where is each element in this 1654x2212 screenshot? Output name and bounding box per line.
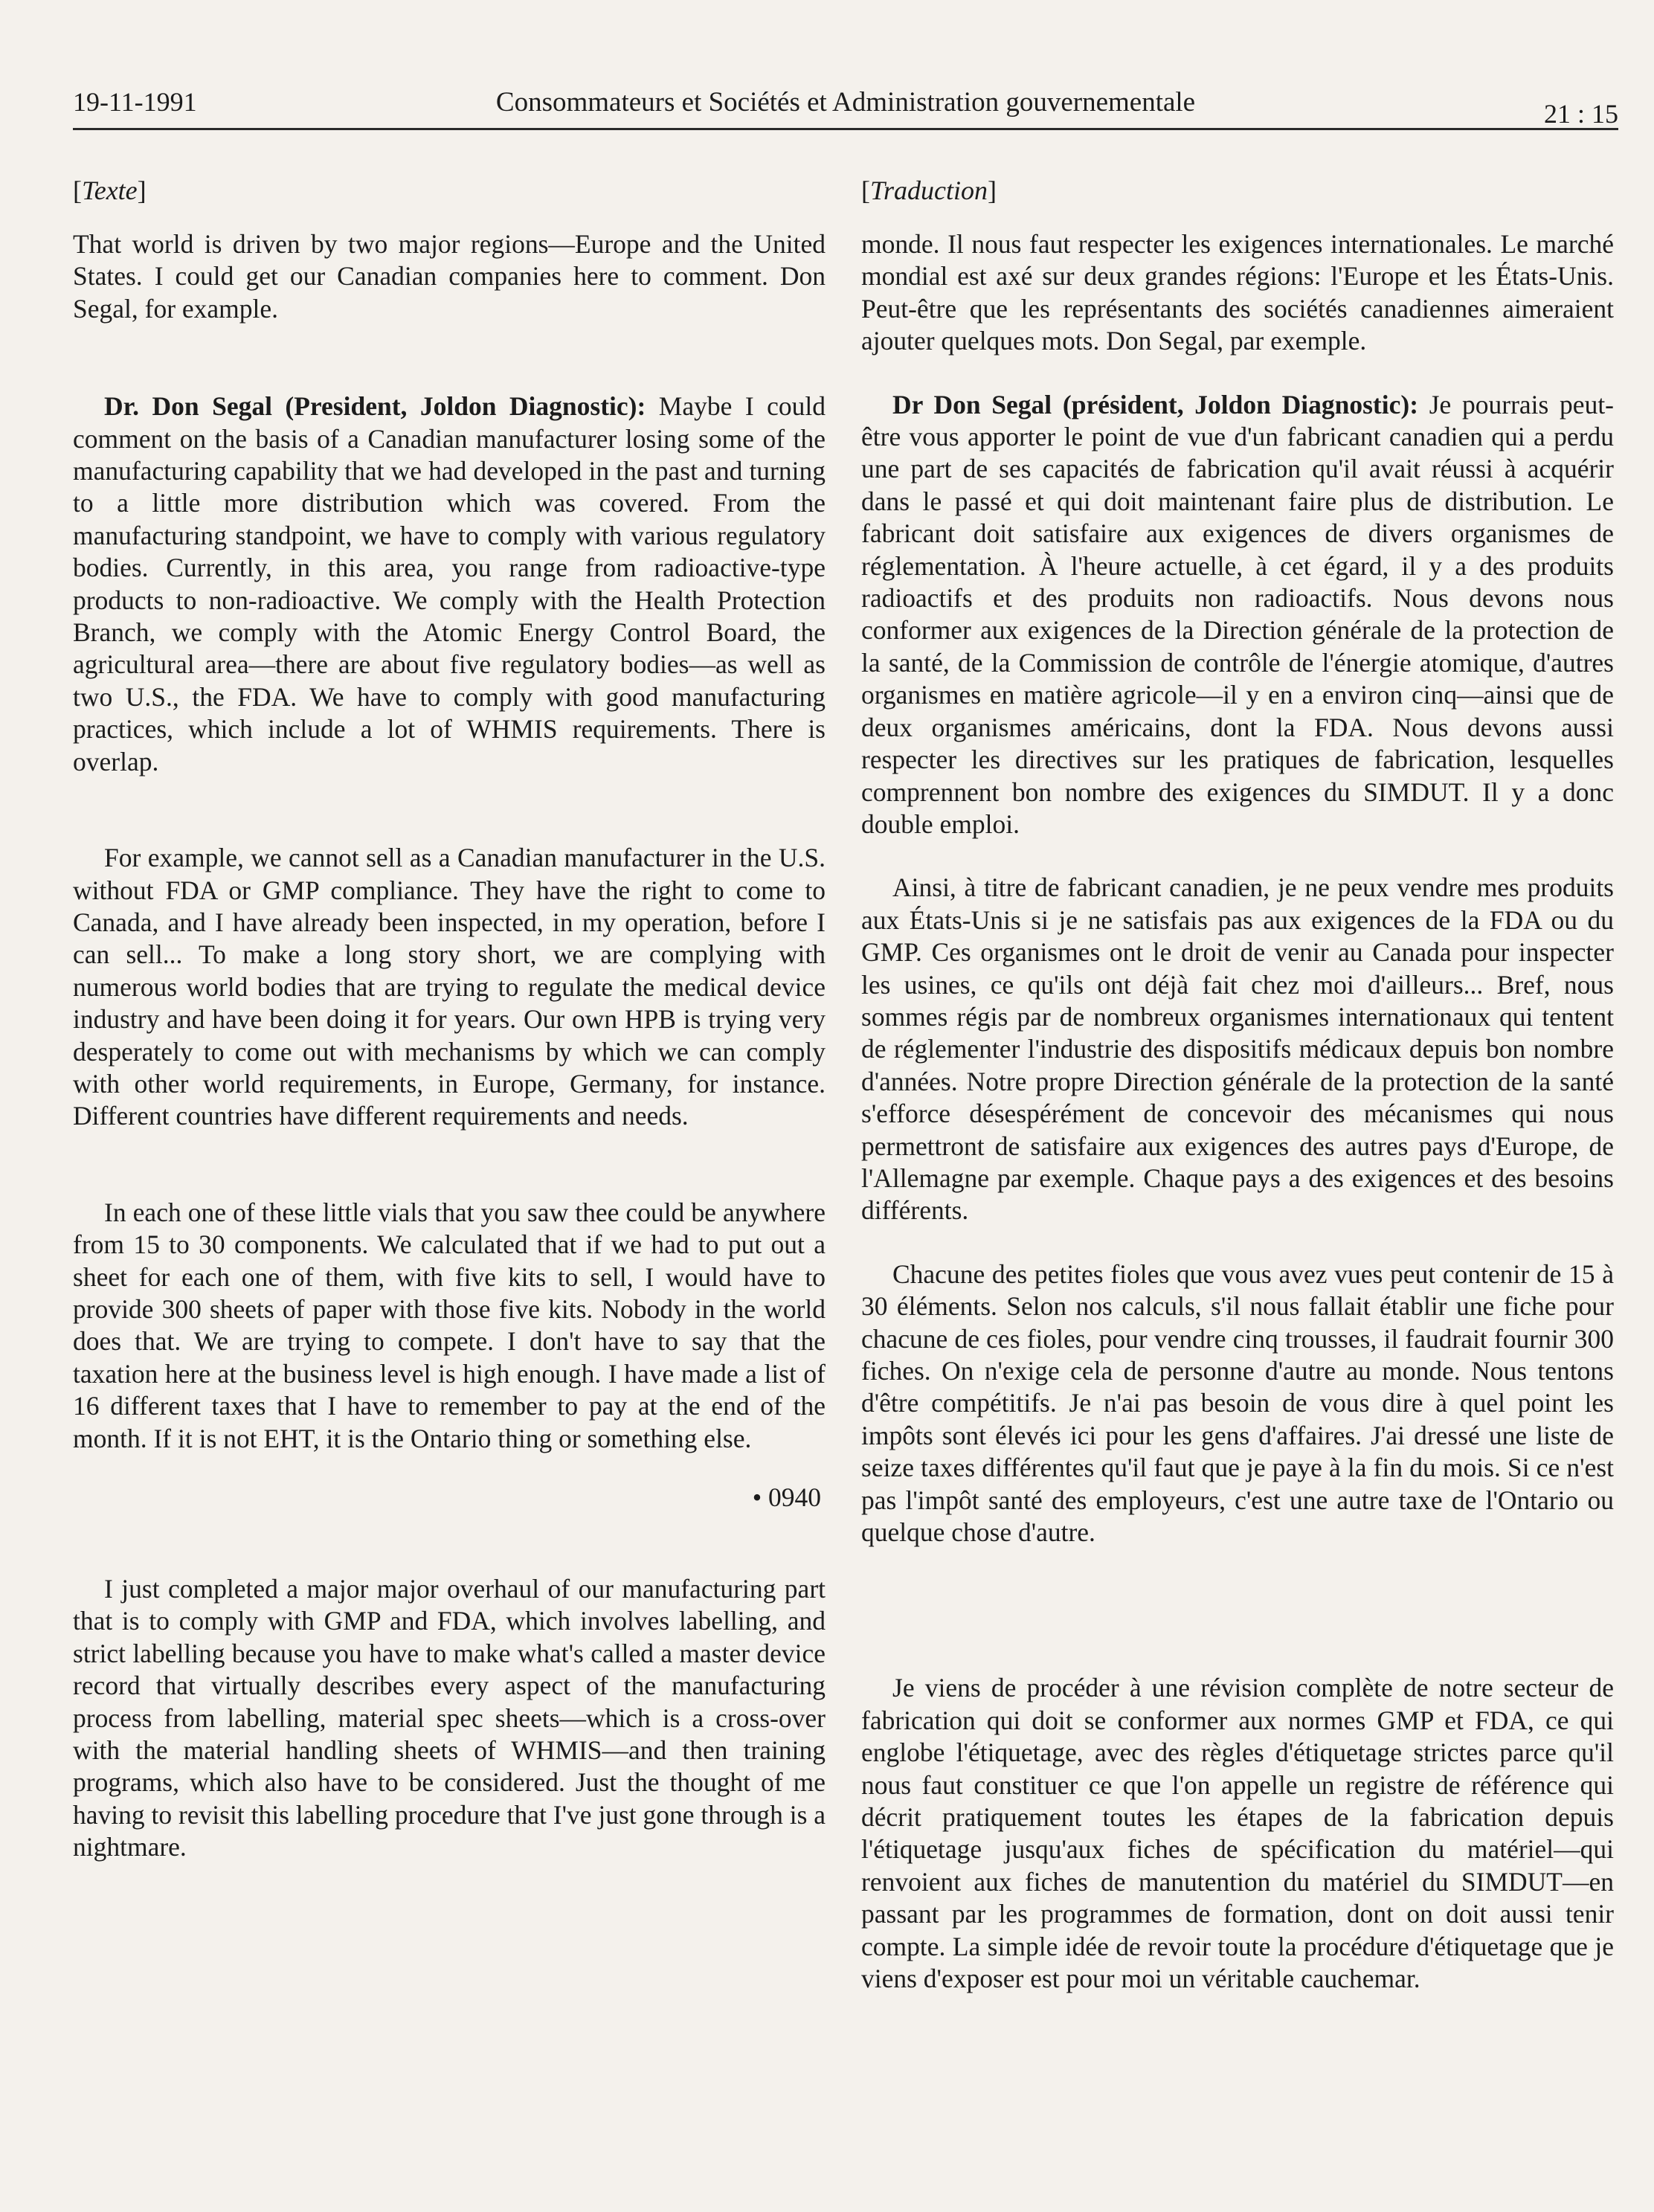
paragraph-4-fr: Chacune des petites fioles que vous avez vues peut contenir de 15 à 30 éléments. Selon nos calculs, s'il nous fallait établir une fiche pour chacune de ces fioles, pour vendre cinq trousses, il faudrait fournir 300 fiches. On n'exige cela de personne d'autre au monde. Nous tentons d'être compétitifs. Je n'ai pas besoin de vous dire à quel point les impôts sont élevés ici pour les gens d'affaires. J'ai dressé une liste de seize taxes différentes qu'il faut que je paye à la fin du mois. Si ce n'est pas l'impôt santé des employeurs, c'est une autre taxe de l'Ontario ou quelque chose d'autre. xyxy=(861,1258,1614,1548)
header-date: 19-11-1991 xyxy=(73,87,197,117)
paragraph-5: I just completed a major major overhaul of our manufacturing part that is to comply with GMP and FDA, which involves labelling, and strict labelling because you have to make what's called a master device record that virtually describes every aspect of the manufacturing process from labelling, material spec sheets—which is a cross-over with the material handling sheets of WHMIS—and then training programs, which also have to be considered. Just the thought of me having to revisit this labelling procedure that I've just gone through is a nightmare. xyxy=(73,1574,826,1862)
time-marker: • 0940 xyxy=(752,1482,821,1512)
column-tag-traduction: [Traduction] xyxy=(861,176,997,205)
french-column xyxy=(861,175,1614,1996)
header-title: Consommateurs et Sociétés et Administration gouvernementale xyxy=(495,87,1196,118)
paragraph-1-fr: monde. Il nous faut respecter les exigences internationales. Le marché mondial est axé sur deux grandes régions: l'Europe et les États-Unis. Peut-être que les représentants des sociétés canadiennes aimeraient ajouter quelques mots. Don Segal, par exemple. xyxy=(861,229,1614,356)
paragraph-3: For example, we cannot sell as a Canadian manufacturer in the U.S. without FDA or GMP compliance. They have the right to come to Canada, and I have already been inspected, in my operation, before I can sell... To make a long story short, we are complying with numerous world bodies that are trying to regulate the medical device industry and have been doing it for years. Our own HPB is trying very desperately to come out with mechanisms by which we can comply with other world requirements, in Europe, Germany, for instance. Different countries have different requirements and needs. xyxy=(73,843,826,1131)
speaker-name: Dr. Don Segal (President, Joldon Diagnostic): xyxy=(104,391,646,422)
page-number: 21 : 15 xyxy=(1543,99,1618,129)
paragraph-2-text: Maybe I could comment on the basis of a Canadian manufacturer losing some of the manufacturing capability that we had developed in the past and turning to a little more distribution which was covered. From the manufacturing standpoint, we have to comply with various regulatory bodies. Currently, in this area, you range from radioactive-type products to non-radioactive. We comply with the Health Protection Branch, we comply with the Atomic Energy Control Board, the agricultural area—there are about five regulatory bodies—as well as two U.S., the FDA. We have to comply with good manufacturing practices, which include a lot of WHMIS requirements. There is overlap. xyxy=(73,391,826,777)
english-column xyxy=(73,175,826,1864)
paragraph-3-fr: Ainsi, à titre de fabricant canadien, je ne peux vendre mes produits aux États-Unis si je ne satisfais pas aux exigences de la FDA ou du GMP. Ces organismes ont le droit de venir au Canada pour inspecter les usines, ce qu'ils ont déjà fait chez moi d'ailleurs... Bref, nous sommes régis par de nombreux organismes internationaux qui tentent de réglementer l'industrie des dispositifs médicaux depuis bon nombre d'années. Notre propre Direction générale de la protection de la santé s'efforce désespérément de concevoir des mécanismes qui nous permettront de satisfaire aux exigences des autres pays d'Europe, de l'Allemagne par exemple. Chaque pays a des exigences et des besoins différents. xyxy=(861,872,1614,1226)
paragraph-2 xyxy=(73,390,826,778)
paragraph-2-fr-text: Je pourrais peut-être vous apporter le point de vue d'un fabricant canadien qui a perdu une part de ses capacités de fabrication qu'il avait réussi à acquérir dans le passé et qui doit maintenant faire plus de distribution. Le fabricant doit satisfaire aux exigences de divers organismes de réglementation. À l'heure actuelle, à cet égard, il y a des produits radioactifs et des produits non radioactifs. Nous devons nous conformer aux exigences de la Direction générale de la protection de la santé, de la Commission de contrôle de l'énergie atomique, d'autres organismes en matière agricole—il y en a environ cinq—ainsi que de deux organismes américains, dont la FDA. Nous devons aussi respecter les directives sur les pratiques de fabrication, lesquelles comprennent bon nombre des exigences du SIMDUT. Il y a donc double emploi. xyxy=(861,389,1615,839)
speaker-name-fr: Dr Don Segal (président, Joldon Diagnostic): xyxy=(892,389,1419,419)
page-header xyxy=(73,83,1618,130)
paragraph-2-fr xyxy=(861,389,1614,841)
paragraph-1: That world is driven by two major regions—Europe and the United States. I could get our Canadian companies here to comment. Don Segal, for example. xyxy=(73,229,826,324)
paragraph-5-fr: Je viens de procéder à une révision complète de notre secteur de fabrication qui doit se conformer aux normes GMP et FDA, ce qui englobe l'étiquetage, avec des règles d'étiquetage strictes parce qu'il nous faut constituer ce que l'on appelle un registre de référence qui décrit pratiquement toutes les étapes de la fabrication depuis l'étiquetage jusqu'aux fiches de spécification du matériel—qui renvoient aux fiches de manutention du matériel du SIMDUT—en passant par les programmes de formation, dont on doit aussi tenir compte. La simple idée de revoir toute la procédure d'étiquetage que je viens d'exposer est pour moi un véritable cauchemar. xyxy=(861,1673,1614,1994)
column-tag-texte: [Texte] xyxy=(73,176,147,205)
paragraph-4: In each one of these little vials that you saw thee could be anywhere from 15 to 30 components. We calculated that if we had to put out a sheet for each one of them, with five kits to sell, I would have to provide 300 sheets of paper with those five kits. Nobody in the world does that. We are trying to compete. I don't have to say that the taxation here at the business level is high enough. I have made a list of 16 different taxes that I have to remember to pay at the end of the month. If it is not EHT, it is the Ontario thing or something else. xyxy=(73,1197,826,1453)
